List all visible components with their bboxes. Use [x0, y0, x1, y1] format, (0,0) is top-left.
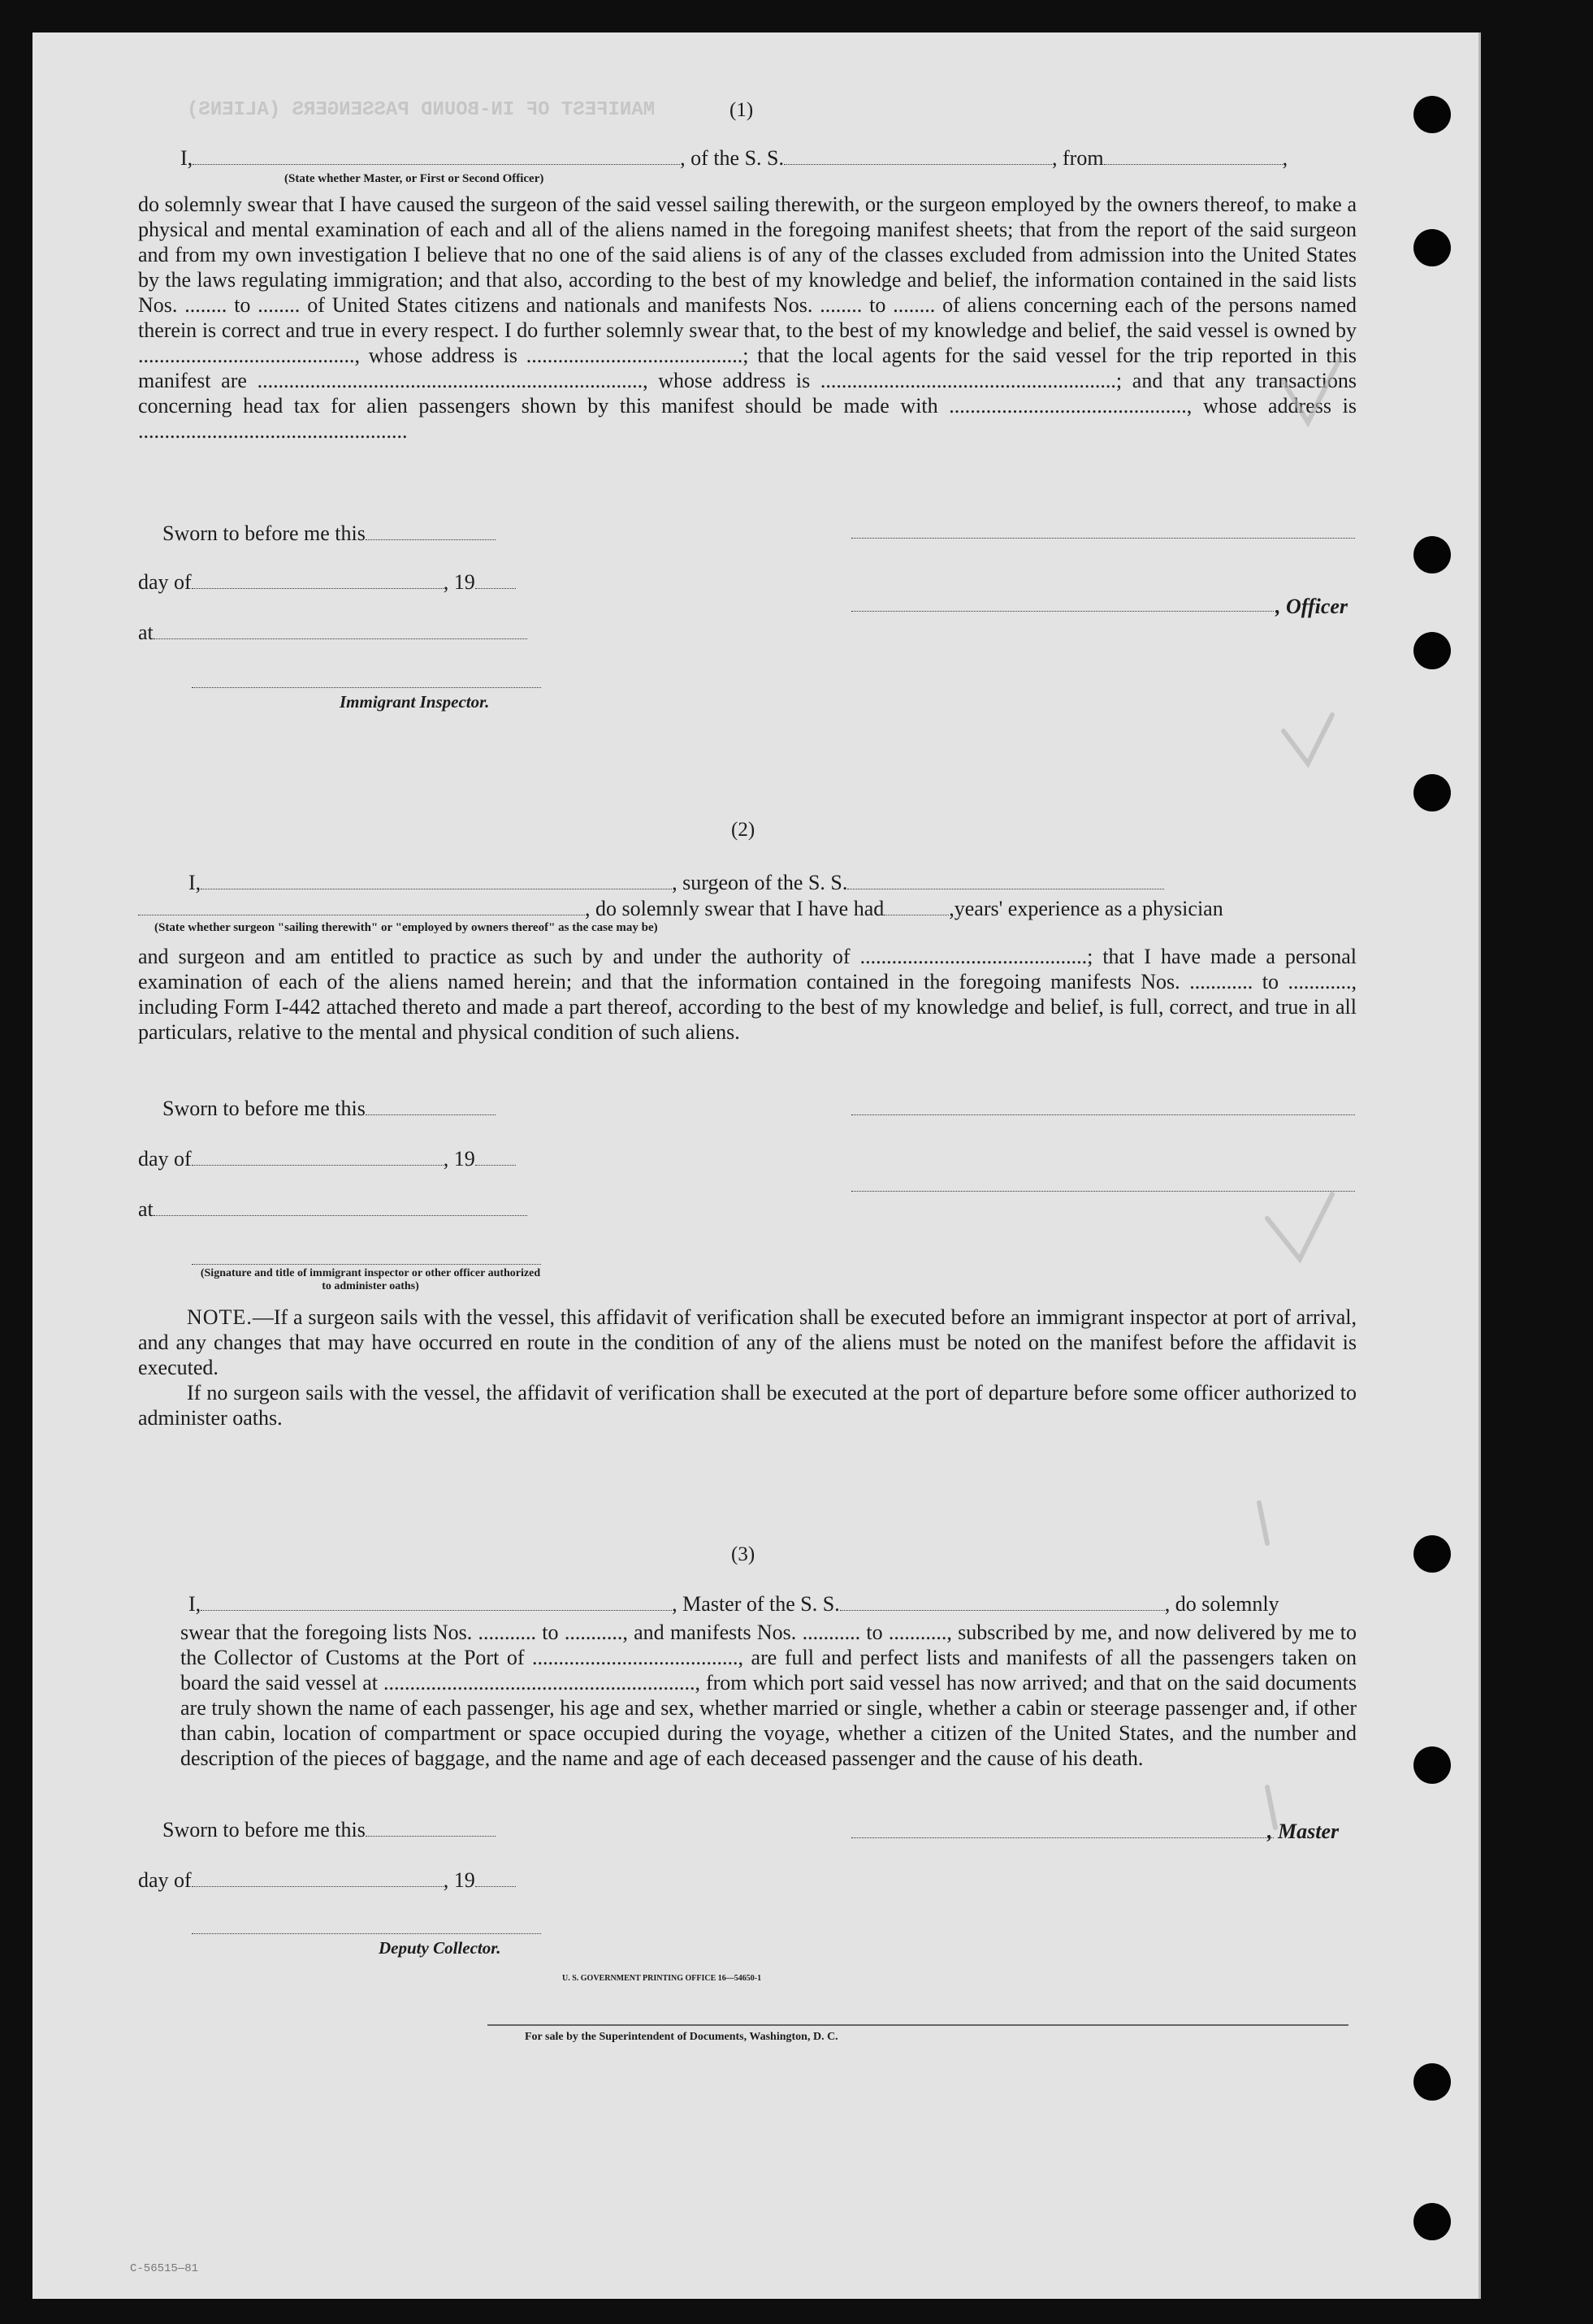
master-caption: , Master: [1267, 1820, 1340, 1843]
day-of-field[interactable]: [192, 1147, 444, 1166]
surgeon-signature-line-a[interactable]: [851, 1114, 1355, 1115]
day-of-field[interactable]: [192, 570, 444, 589]
section-1-number: (1): [729, 99, 754, 121]
section-2-sworn: Sworn to before me this: [162, 1097, 496, 1121]
master-name-field[interactable]: [201, 1592, 672, 1611]
punch-hole: [1413, 2203, 1451, 2240]
note-text-2: If no surgeon sails with the vessel, the affidavit of verification shall be executed at the port of departure before some officer authorized to administer oaths.: [138, 1381, 1357, 1430]
year-field[interactable]: [475, 1868, 516, 1887]
gpo-imprint: U. S. GOVERNMENT PRINTING OFFICE 16—54650-1: [562, 1974, 762, 1983]
vessel-name-field[interactable]: [784, 146, 1052, 165]
note-label: NOTE.: [187, 1305, 253, 1329]
sworn-date-field[interactable]: [366, 521, 496, 540]
section-3-sworn: Sworn to before me this: [162, 1818, 496, 1842]
sale-notice: For sale by the Superintendent of Documents, Washington, D. C.: [525, 2031, 838, 2043]
section-2-dayof: day of , 19: [138, 1147, 516, 1171]
collector-signature-line[interactable]: [192, 1933, 541, 1934]
section-1-at: at: [138, 621, 527, 645]
surgeon-signature-line-b[interactable]: [851, 1191, 1355, 1192]
punch-hole: [1413, 632, 1451, 669]
punch-hole: [1413, 229, 1451, 266]
section-2-at: at: [138, 1197, 527, 1222]
section-2-line2: , do solemnly swear that I have had ,years' experience as a physician: [138, 897, 1223, 921]
note-text: —If a surgeon sails with the vessel, this affidavit of verification shall be executed before an immigrant inspector at port of arrival, and any changes that may have occurred en route in the condition of any of the aliens must be noted on the manifest before the affidavit is executed.: [138, 1305, 1357, 1379]
section-1-sworn: Sworn to before me this: [162, 521, 496, 546]
master-signature-line[interactable]: [851, 1837, 1274, 1838]
oath-officer-caption: (Signature and title of immigrant inspector or other officer authorized to administer oaths): [200, 1267, 541, 1292]
officer-rank-field[interactable]: [193, 146, 680, 165]
surgeon-status-note: (State whether surgeon "sailing therewith" or "employed by owners thereof" as the case may be): [154, 921, 658, 934]
bleed-through-header: MANIFEST OF IN-BOUND PASSENGERS (ALIENS): [187, 99, 656, 121]
rank-note: (State whether Master, or First or Second Officer): [284, 172, 544, 185]
label-i: I,: [180, 146, 193, 170]
label-from: , from: [1052, 146, 1104, 170]
section-3-text: swear that the foregoing lists Nos. ........... to ..........., and manifests Nos. ........... to ..........., subscribed by me, and now delivered by me to the Collector of Customs at the Port of ......................................., are full and perfect lists and manifests of all the passengers taken on board the said vessel at ..........................................................., from which port said vessel has now arrived; and that on the said documents are truly shown the name of each passenger, his age and sex, whether married or single, whether a cabin or steerage passenger and, if other than cabin, location of compartment or space occupied during the voyage, whether a citizen of the United States, and the number and description of the pieces of baggage, and the name and age of each deceased passenger and the cause of his death.: [180, 1621, 1357, 1770]
section-1-text: do solemnly swear that I have caused the surgeon of the said vessel sailing therewith, or the surgeon employed by the owners thereof, to make a physical and mental examination of each and all of the aliens named in the foregoing manifest sheets; that from the report of the said surgeon and from my own investigation I believe that no one of the said aliens is of any of the classes excluded from admission into the United States by the laws regulating immigration; and that also, according to the best of my knowledge and belief, the information contained in the said lists Nos. ........ to ........ of United States citizens and nationals and manifests Nos. ........ to ........ of aliens concerning each of the persons named therein is correct and true in every respect. I do further solemnly swear that, to the best of my knowledge and belief, the said vessel is owned by ........................................., whose address is .........................................; that the local agents for the said vessel for the trip reported in this manifest are ........................................................................., whose address is ........................................................; and that any transactions concerning head tax for alien passengers shown by this manifest should be made with ............................................., whose address is ...................................................: [138, 193, 1357, 443]
punch-hole: [1413, 2063, 1451, 2101]
section-2-number: (2): [731, 819, 755, 841]
year-field[interactable]: [475, 570, 516, 589]
label-of-ss: , of the S. S.: [680, 146, 785, 170]
sworn-date-field[interactable]: [366, 1818, 496, 1837]
year-field[interactable]: [475, 1147, 516, 1166]
punch-hole: [1413, 96, 1451, 133]
surgeon-status-field[interactable]: [138, 897, 585, 915]
punch-hole: [1413, 774, 1451, 811]
section-2-line1: I, , surgeon of the S. S.: [188, 871, 1164, 895]
section-3-dayof: day of , 19: [138, 1868, 516, 1893]
section-3-body: [180, 1620, 1357, 1771]
at-field[interactable]: [154, 621, 527, 639]
section-1-line1: I, , of the S. S. , from ,: [180, 146, 1288, 170]
footer-rule: [487, 2024, 1348, 2026]
punch-hole: [1413, 1535, 1451, 1573]
surgeon-vessel-field[interactable]: [847, 871, 1164, 889]
years-experience-field[interactable]: [884, 897, 949, 915]
section-3-line1: I, , Master of the S. S. , do solemnly: [188, 1592, 1279, 1616]
section-3-number: (3): [731, 1543, 755, 1565]
master-vessel-field[interactable]: [840, 1592, 1165, 1611]
inspector-signature-line[interactable]: [192, 687, 541, 688]
oath-officer-signature-line[interactable]: [192, 1264, 541, 1265]
section-1-body: [138, 192, 1357, 444]
surgeon-name-field[interactable]: [201, 871, 672, 889]
punch-hole: [1413, 536, 1451, 573]
section-1-dayof: day of , 19: [138, 570, 516, 595]
sworn-date-field[interactable]: [366, 1097, 496, 1115]
bleed-through-corner: C-56515—81: [130, 2262, 199, 2275]
section-2-body: [138, 944, 1357, 1045]
from-field[interactable]: [1104, 146, 1283, 165]
officer-caption: , Officer: [1275, 595, 1348, 618]
officer-signature-line-b[interactable]: [851, 611, 1274, 612]
day-of-field[interactable]: [192, 1868, 444, 1887]
section-2-note: [138, 1305, 1357, 1430]
deputy-collector-caption: Deputy Collector.: [379, 1938, 501, 1958]
punch-hole: [1413, 1746, 1451, 1784]
at-field[interactable]: [154, 1197, 527, 1216]
officer-signature-line-a[interactable]: [851, 538, 1355, 539]
section-2-text: and surgeon and am entitled to practice as such by and under the authority of ...........................................; that I have made a personal examination of each of the aliens named herein; and that the information contained in the foregoing manifests Nos. ............ to ............, including Form I-442 attached thereto and made a part thereof, according to the best of my knowledge and belief, is full, correct, and true in all particulars, relative to the mental and physical condition of such aliens.: [138, 945, 1357, 1044]
immigrant-inspector-caption: Immigrant Inspector.: [340, 692, 490, 712]
